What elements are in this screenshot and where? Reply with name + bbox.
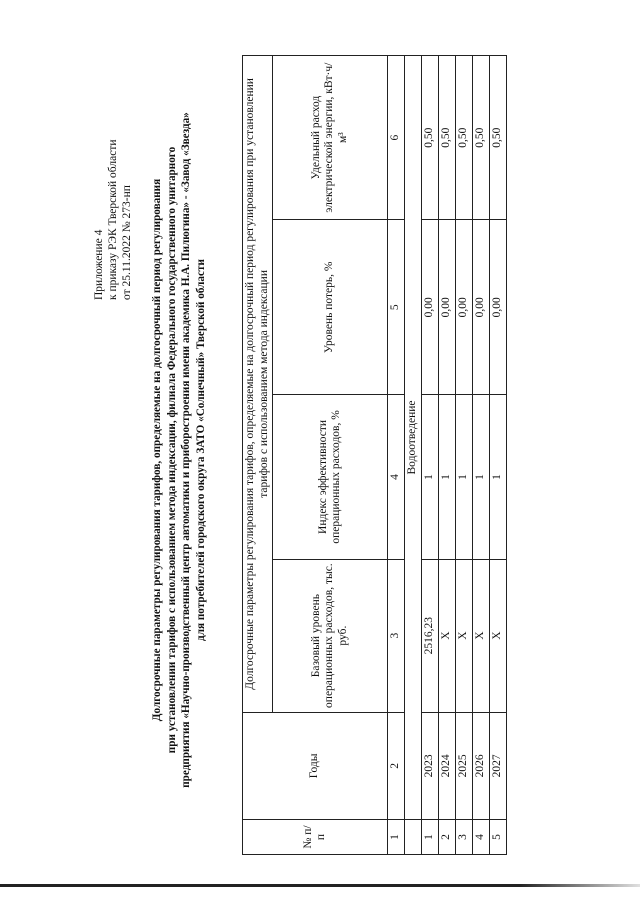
header-num: № п/п [243, 819, 388, 854]
cell-base: Х [455, 559, 472, 712]
cell-num: 1 [421, 819, 438, 854]
title-line-2: при установлении тарифов с использованием метода индексации, филиала Федерального государственного унитарного [165, 146, 178, 754]
column-number: 2 [388, 712, 405, 819]
appendix-date: от 25.11.2022 № 273-нп [121, 185, 133, 300]
appendix-block [92, 60, 134, 300]
header-years: Годы [243, 712, 388, 819]
cell-year: 2024 [438, 712, 455, 819]
cell-year: 2027 [489, 712, 506, 819]
rotated-page [30, 0, 630, 875]
page-bottom-rule-fade [520, 884, 640, 887]
section-row [405, 56, 422, 855]
cell-base: Х [472, 559, 489, 712]
cell-power: 0,50 [421, 56, 438, 220]
header-power: Удельный расход электрической энергии, кВт·ч/м³ [273, 56, 388, 220]
cell-index: 1 [421, 395, 438, 559]
cell-loss: 0,00 [421, 220, 438, 395]
cell-power: 0,50 [438, 56, 455, 220]
column-number: 5 [388, 220, 405, 395]
cell-year: 2025 [455, 712, 472, 819]
table-row [455, 56, 472, 855]
cell-power: 0,50 [455, 56, 472, 220]
cell-loss: 0,00 [472, 220, 489, 395]
appendix-title: Приложение 4 [93, 229, 105, 300]
cell-base: Х [489, 559, 506, 712]
header-group: Долгосрочные параметры регулирования тарифов, определяемые на долгосрочный период регулирования при установлении тарифов с использованием метода индексации [243, 56, 273, 713]
cell-base: 2516,23 [421, 559, 438, 712]
cell-num: 4 [472, 819, 489, 854]
column-numbers-row [388, 56, 405, 855]
cell-base: Х [438, 559, 455, 712]
header-loss: Уровень потерь, % [273, 220, 388, 395]
cell-loss: 0,00 [438, 220, 455, 395]
table-row [438, 56, 455, 855]
cell-year: 2023 [421, 712, 438, 819]
column-number: 1 [388, 819, 405, 854]
appendix-order: к приказу РЭК Тверской области [107, 139, 119, 300]
cell-num: 2 [438, 819, 455, 854]
table-row [472, 56, 489, 855]
section-title: Водоотведение [405, 56, 422, 820]
parameters-table [242, 55, 507, 855]
column-number: 4 [388, 395, 405, 559]
header-base: Базовый уровень операционных расходов, тыс. руб. [273, 559, 388, 712]
cell-power: 0,50 [489, 56, 506, 220]
cell-year: 2026 [472, 712, 489, 819]
title-line-4: для потребителей городского округа ЗАТО «Солнечный» Тверской области [194, 259, 207, 641]
cell-index: 1 [438, 395, 455, 559]
cell-loss: 0,00 [455, 220, 472, 395]
table-row [489, 56, 506, 855]
cell-loss: 0,00 [489, 220, 506, 395]
column-number: 3 [388, 559, 405, 712]
title-line-1: Долгосрочные параметры регулирования тарифов, определяемые на долгосрочный период регулирования [151, 178, 163, 722]
cell-index: 1 [455, 395, 472, 559]
cell-index: 1 [489, 395, 506, 559]
column-number: 6 [388, 56, 405, 220]
title-line-3: предприятия «Научно-производственный центр автоматики и приборостроения имени академика Н.А. Пилюгина» - «Завод «Звезда» [180, 112, 192, 788]
cell-index: 1 [472, 395, 489, 559]
table-row [421, 56, 438, 855]
document-title [150, 55, 208, 845]
cell-num: 5 [489, 819, 506, 854]
section-lead-cell [405, 819, 422, 854]
cell-power: 0,50 [472, 56, 489, 220]
cell-num: 3 [455, 819, 472, 854]
header-index: Индекс эффективности операционных расходов, % [273, 395, 388, 559]
